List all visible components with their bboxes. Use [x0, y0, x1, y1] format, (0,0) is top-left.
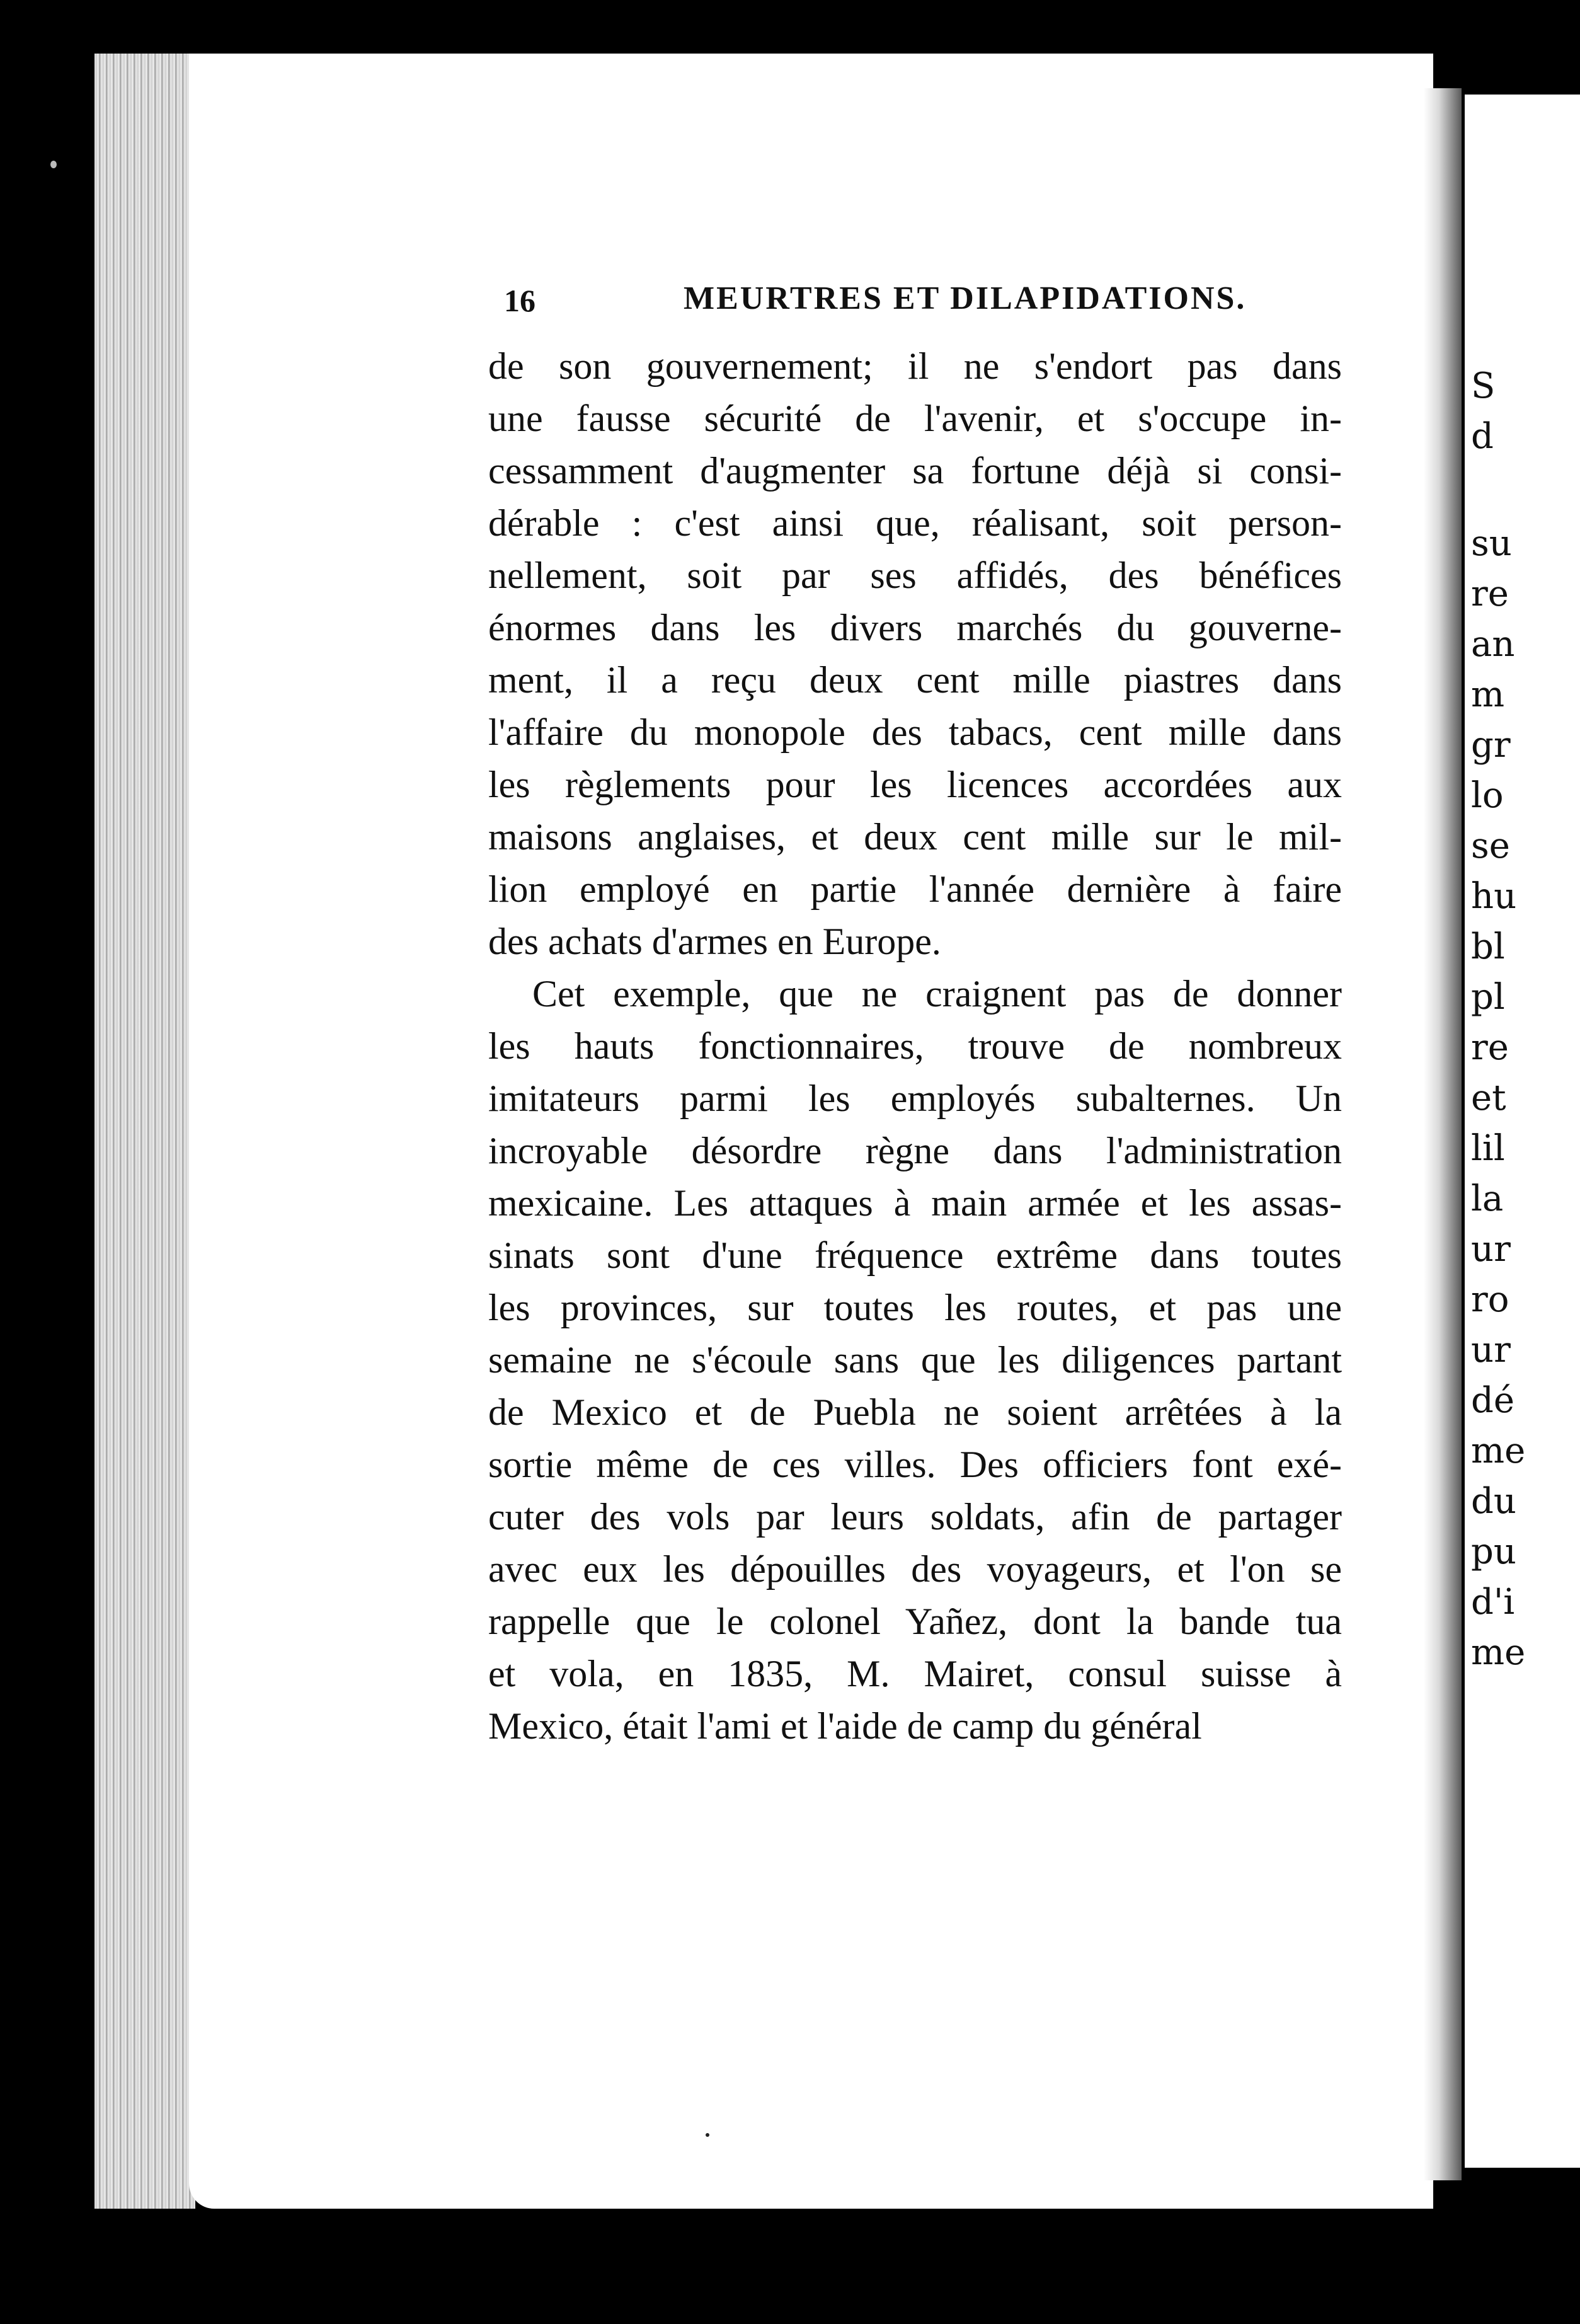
text-line: dérable : c'est ainsi que, réalisant, soit person- [488, 502, 1342, 544]
facing-page-fragment: se [1471, 825, 1510, 866]
page-stack-edge [94, 54, 195, 2209]
text-line: et vola, en 1835, M. Mairet, consul suisse à [488, 1653, 1342, 1694]
text-line: nellement, soit par ses affidés, des bénéfices [488, 555, 1342, 596]
text-line: sinats sont d'une fréquence extrême dans toutes [488, 1234, 1342, 1276]
facing-page-fragment: an [1471, 624, 1515, 665]
facing-page-fragment: me [1471, 1632, 1526, 1673]
facing-page-fragment: du [1471, 1481, 1516, 1522]
facing-page-fragment: pl [1471, 977, 1505, 1018]
text-line: avec eux les dépouilles des voyageurs, et l'on se [488, 1548, 1342, 1590]
facing-page-edge [1465, 95, 1580, 2168]
text-line: une fausse sécurité de l'avenir, et s'occupe in- [488, 398, 1342, 439]
body-text [488, 340, 1342, 1752]
facing-page-fragment: hu [1471, 876, 1517, 917]
text-line: de Mexico et de Puebla ne soient arrêtées à la [488, 1391, 1342, 1433]
text-line: sortie même de ces villes. Des officiers font exé- [488, 1444, 1342, 1485]
facing-page-fragment: lil [1471, 1128, 1505, 1169]
text-line: ment, il a reçu deux cent mille piastres dans [488, 659, 1342, 701]
speck-mark [706, 2133, 709, 2137]
text-line: les hauts fonctionnaires, trouve de nombreux [488, 1025, 1342, 1067]
facing-page-fragment: m [1471, 674, 1505, 715]
facing-page-fragment: me [1471, 1430, 1526, 1471]
facing-page-fragment: ur [1471, 1330, 1511, 1371]
facing-page-fragment: d [1471, 416, 1494, 457]
text-line: imitateurs parmi les employés subalternes. Un [488, 1078, 1342, 1119]
text-line: Mexico, était l'ami et l'aide de camp du général [488, 1705, 1202, 1747]
facing-page-fragment: gr [1471, 725, 1511, 766]
facing-page-fragment: re [1471, 1027, 1509, 1068]
text-line: énormes dans les divers marchés du gouverne- [488, 607, 1342, 648]
text-line: de son gouvernement; il ne s'endort pas dans [488, 345, 1342, 387]
facing-page-fragment: la [1471, 1178, 1504, 1219]
page-number: 16 [504, 283, 535, 318]
text-line: rappelle que le colonel Yañez, dont la bande tua [488, 1601, 1342, 1642]
facing-page-fragment: bl [1471, 926, 1505, 967]
text-line: cuter des vols par leurs soldats, afin de partager [488, 1496, 1342, 1538]
text-line: semaine ne s'écoule sans que les diligences partant [488, 1339, 1342, 1381]
text-line: lion employé en partie l'année dernière à faire [488, 868, 1342, 910]
text-line: Cet exemple, que ne craignent pas de donner [532, 973, 1342, 1015]
text-line: les règlements pour les licences accordées aux [488, 764, 1342, 805]
facing-page-fragment: lo [1471, 775, 1504, 816]
scan-speck [50, 161, 57, 168]
facing-page-fragment: et [1471, 1078, 1506, 1119]
facing-page-fragment: su [1471, 523, 1512, 564]
text-line: l'affaire du monopole des tabacs, cent mille dans [488, 711, 1342, 753]
text-line: les provinces, sur toutes les routes, et pas une [488, 1287, 1342, 1328]
facing-page-fragment: d'i [1471, 1582, 1515, 1623]
facing-page-fragment: S [1471, 365, 1496, 406]
facing-page-fragment: pu [1471, 1531, 1516, 1572]
facing-page-fragment: ur [1471, 1229, 1511, 1270]
text-line: mexicaine. Les attaques à main armée et les assas- [488, 1182, 1342, 1224]
facing-page-fragment: re [1471, 573, 1509, 614]
facing-page-fragment: ro [1471, 1279, 1509, 1320]
facing-page-fragment: dé [1471, 1380, 1514, 1421]
text-line: des achats d'armes en Europe. [488, 921, 941, 962]
running-title: MEURTRES ET DILAPIDATIONS. [684, 280, 1247, 316]
text-line: incroyable désordre règne dans l'administration [488, 1130, 1342, 1171]
text-line: maisons anglaises, et deux cent mille sur le mil- [488, 816, 1342, 858]
book-gutter [1424, 88, 1462, 2180]
text-line: cessamment d'augmenter sa fortune déjà si consi- [488, 450, 1342, 492]
